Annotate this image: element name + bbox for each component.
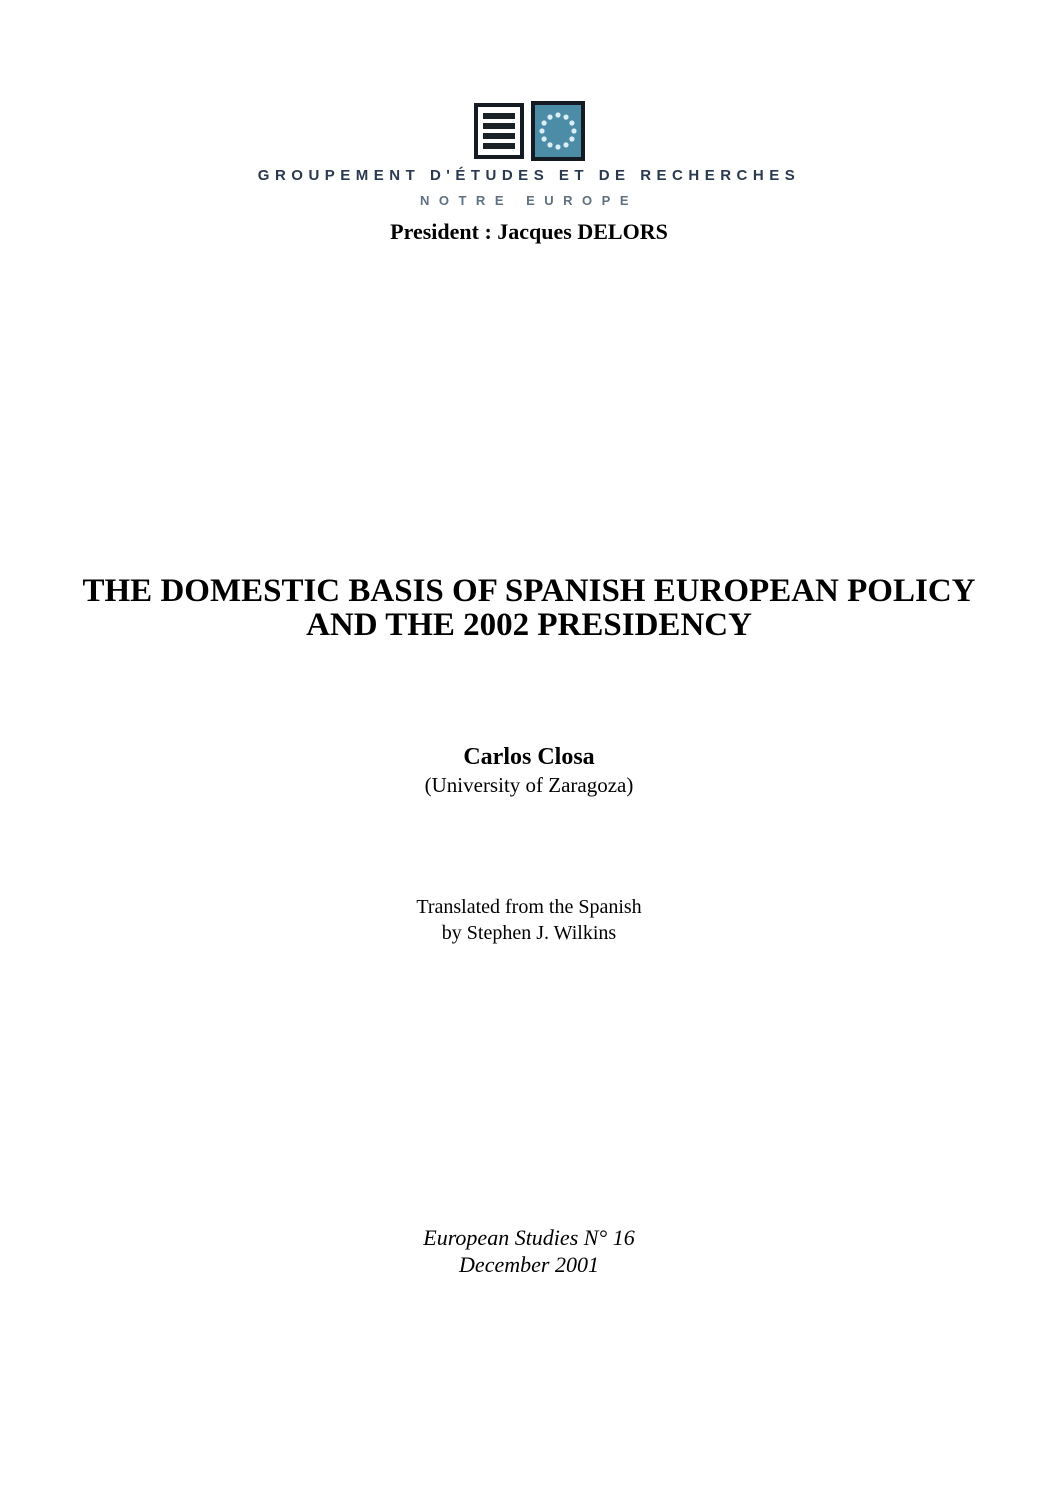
translation-credit (0, 894, 1058, 946)
translation-credit-line1: Translated from the Spanish (416, 896, 642, 918)
series-block (0, 1224, 1058, 1278)
eu-stars-circle-icon (531, 101, 585, 161)
document-title-line2: AND THE 2002 PRESIDENCY (306, 607, 752, 643)
document-lines-icon (474, 103, 524, 159)
translation-credit-line2: by Stephen J. Wilkins (441, 922, 617, 944)
document-title (0, 574, 1058, 642)
notre-europe-logo (0, 101, 1058, 161)
org-subname: NOTRE EUROPE (419, 193, 638, 208)
org-name: GROUPEMENT D'ÉTUDES ET DE RECHERCHES (257, 167, 801, 184)
document-title-line1: THE DOMESTIC BASIS OF SPANISH EUROPEAN POLICY (82, 573, 976, 609)
president-line: President : Jacques DELORS (390, 219, 668, 244)
author-affiliation: (University of Zaragoza) (424, 773, 634, 797)
author-name: Carlos Closa (463, 744, 595, 770)
series-name: European Studies N° 16 (423, 1225, 635, 1250)
series-date: December 2001 (459, 1252, 599, 1277)
